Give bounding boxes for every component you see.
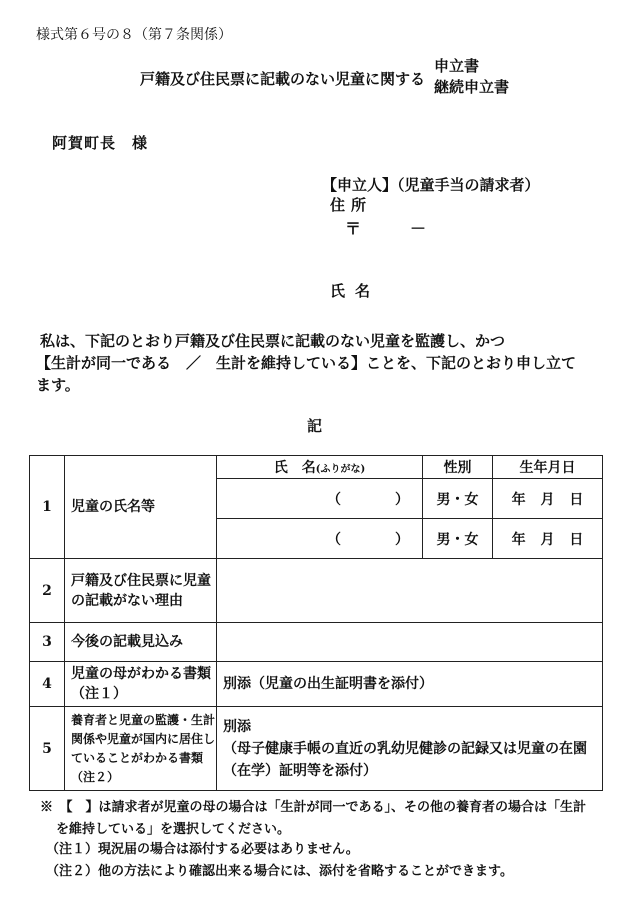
name-label: 氏名 [330, 282, 381, 300]
column-header-name [217, 456, 423, 479]
title-option-continuation: 継続申立書 [434, 78, 510, 96]
postal-dash: － [410, 219, 427, 238]
footnote: （注１）現況届の場合は添付する必要はありません。 [46, 842, 359, 857]
row-content-line: （母子健康手帳の直近の乳幼児健診の記録又は児童の在園（在学）証明等を添付） [223, 740, 587, 779]
statement-line: ます。 [36, 376, 80, 394]
address-label: 住所 [330, 196, 373, 214]
row-number: 1 [30, 456, 65, 559]
paren-close: ） [395, 491, 409, 508]
row-number: 2 [30, 559, 65, 623]
sex-field[interactable]: 男・女 [423, 479, 493, 519]
paren-open: （ [327, 491, 341, 508]
statement-line: 【生計が同一である ／ 生計を維持している】ことを、下記のとおり申し立て [36, 354, 577, 372]
reason-field[interactable] [217, 559, 603, 623]
row-label: 児童の母がわかる書類（注１） [65, 662, 217, 707]
row-content: 別添（児童の出生証明書を添付） [217, 662, 603, 707]
footnote: （注２）他の方法により確認出来る場合には、添付を省略することができます。 [46, 864, 513, 879]
form-number: 様式第６号の８（第７条関係） [36, 27, 232, 43]
row-number: 3 [30, 623, 65, 662]
prospect-field[interactable] [217, 623, 603, 662]
row-content [217, 707, 603, 791]
details-table [29, 455, 603, 791]
footnote: を維持している」を選択してください。 [56, 822, 291, 837]
dob-field[interactable]: 年 月 日 [493, 479, 603, 519]
child-name-field[interactable] [217, 519, 423, 559]
addressee: 阿賀町長 様 [52, 134, 149, 152]
row-label: 養育者と児童の監護・生計関係や児童が国内に居住していることがわかる書類（注２） [65, 707, 217, 791]
paren-open: （ [327, 531, 341, 548]
title-option-application: 申立書 [434, 57, 480, 75]
row-label: 戸籍及び住民票に児童の記載がない理由 [65, 559, 217, 623]
table-row [30, 456, 603, 479]
row-number: 4 [30, 662, 65, 707]
row-label: 今後の記載見込み [65, 623, 217, 662]
dob-field[interactable]: 年 月 日 [493, 519, 603, 559]
postal-mark: 〒 [345, 219, 362, 238]
row-number: 5 [30, 707, 65, 791]
table-row [30, 707, 603, 791]
paren-close: ） [395, 531, 409, 548]
sex-field[interactable]: 男・女 [423, 519, 493, 559]
column-header-sex: 性別 [423, 456, 493, 479]
table-row [30, 662, 603, 707]
statement-line: 私は、下記のとおり戸籍及び住民票に記載のない児童を監護し、かつ [40, 332, 506, 350]
child-name-field[interactable] [217, 479, 423, 519]
column-header-dob: 生年月日 [493, 456, 603, 479]
column-header-yomi: (ふりがな) [315, 464, 366, 475]
footnote: ※ 【 】は請求者が児童の母の場合は「生計が同一である」、その他の養育者の場合は「生計 [40, 800, 587, 815]
form-title: 戸籍及び住民票に記載のない児童に関する [140, 70, 426, 88]
ki-heading: 記 [307, 417, 323, 435]
table-row [30, 623, 603, 662]
column-header-name-text: 氏 名 [273, 460, 316, 476]
table-row [30, 559, 603, 623]
row-label: 児童の氏名等 [65, 456, 217, 559]
applicant-heading: 【申立人】（児童手当の請求者） [322, 176, 540, 194]
row-content-line: 別添 [223, 718, 251, 735]
